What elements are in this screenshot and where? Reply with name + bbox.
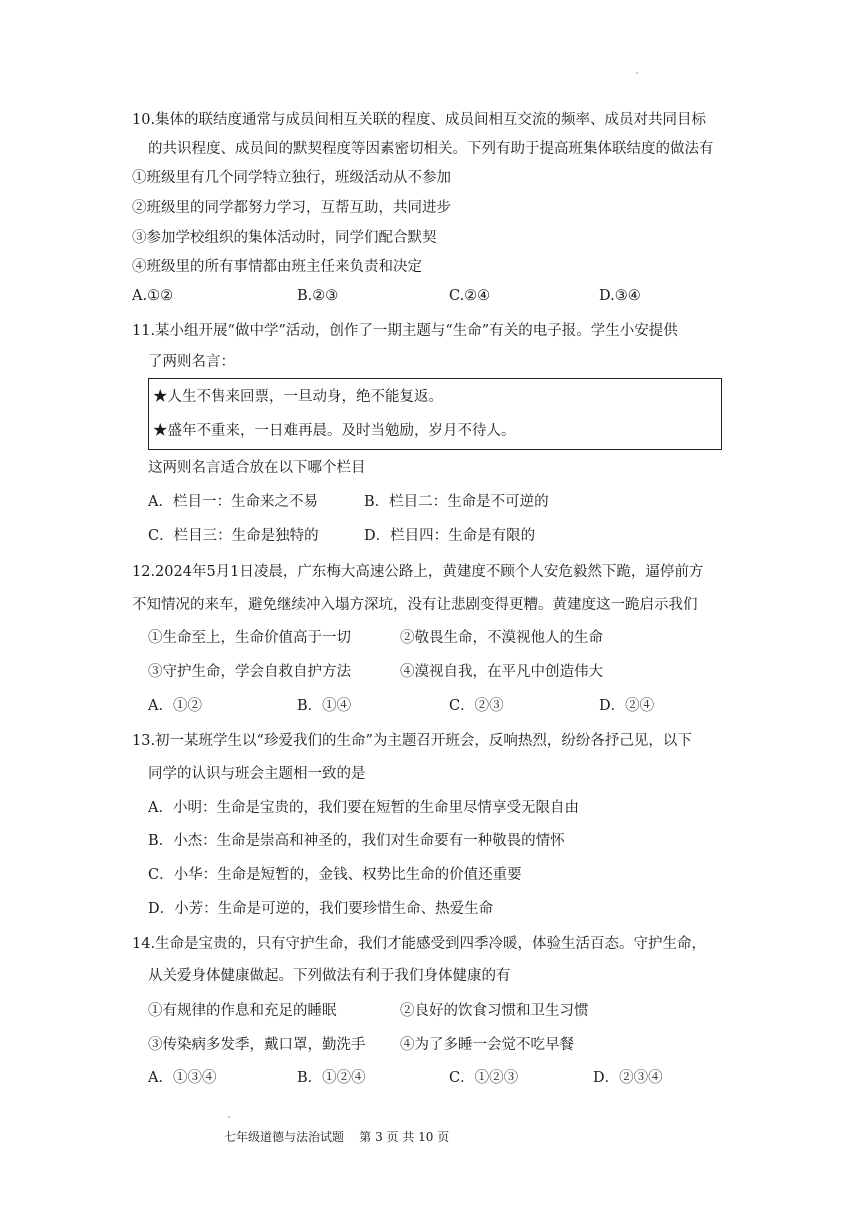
q10-item-2: ②班级里的同学都努力学习，互帮互助，共同进步 <box>132 200 451 216</box>
footer-page-number: 第 3 页 共 10 页 <box>359 1130 450 1144</box>
q12-stem-line1: 12.2024年5月1日凌晨，广东梅大高速公路上，黄建度不顾个人安危毅然下跪，逼停前方 <box>132 564 704 580</box>
quote-box <box>148 378 722 450</box>
q14-option-c: C．①②③ <box>449 1070 519 1086</box>
q12-item-4: ④漠视自我，在平凡中创造伟大 <box>400 664 603 680</box>
q10-stem-line2: 的共识程度、成员间的默契程度等因素密切相关。下列有助于提高班集体联结度的做法有 <box>148 141 714 157</box>
q14-option-a: A．①③④ <box>148 1070 217 1086</box>
footer-subject: 七年级道德与法治试题 <box>224 1130 345 1144</box>
q11-stem-line2: 了两则名言： <box>148 354 235 370</box>
q10-option-b: B.②③ <box>297 288 339 304</box>
q14-option-d: D．②③④ <box>593 1070 663 1086</box>
q11-option-c: C．栏目三：生命是独特的 <box>148 528 319 544</box>
q12-option-b: B．①④ <box>297 698 352 714</box>
q11-question: 这两则名言适合放在以下哪个栏目 <box>148 460 366 476</box>
q14-option-b: B．①②④ <box>297 1070 366 1086</box>
q12-stem-line2: 不知情况的来车，避免继续冲入塌方深坑，没有让悲剧变得更糟。黄建度这一跪启示我们 <box>132 597 698 613</box>
q13-option-d: D．小芳：生命是可逆的，我们要珍惜生命、热爱生命 <box>148 901 494 917</box>
q11-option-d: D．栏目四：生命是有限的 <box>364 528 536 544</box>
q12-option-d: D．②④ <box>599 698 655 714</box>
scan-dot <box>228 1116 230 1118</box>
q12-item-1: ①生命至上，生命价值高于一切 <box>148 630 351 646</box>
q14-item-1: ①有规律的作息和充足的睡眠 <box>148 1003 337 1019</box>
page-footer <box>224 1129 449 1145</box>
q12-item-3: ③守护生命，学会自救自护方法 <box>148 664 351 680</box>
q13-option-c: C．小华：生命是短暂的，金钱、权势比生命的价值还重要 <box>148 867 522 883</box>
q14-stem-line1: 14.生命是宝贵的，只有守护生命，我们才能感受到四季冷暖，体验生活百态。守护生命， <box>132 936 707 952</box>
q10-option-d: D.③④ <box>599 288 641 304</box>
quote-1: ★人生不售来回票，一旦动身，绝不能复返。 <box>153 389 443 405</box>
q13-option-a: A．小明：生命是宝贵的，我们要在短暂的生命里尽情享受无限自由 <box>148 800 579 816</box>
q12-item-2: ②敬畏生命，不漠视他人的生命 <box>400 630 603 646</box>
quote-2: ★盛年不重来，一日难再晨。及时当勉励，岁月不待人。 <box>153 423 516 439</box>
q12-option-c: C．②③ <box>449 698 504 714</box>
q14-item-2: ②良好的饮食习惯和卫生习惯 <box>400 1003 589 1019</box>
q13-stem-line1: 13.初一某班学生以“珍爱我们的生命”为主题召开班会，反响热烈，纷纷各抒己见，以下 <box>132 733 692 749</box>
q10-option-c: C.②④ <box>449 288 491 304</box>
q14-item-4: ④为了多睡一会觉不吃早餐 <box>400 1037 574 1053</box>
q10-item-3: ③参加学校组织的集体活动时，同学们配合默契 <box>132 230 437 246</box>
q10-stem-line1: 10.集体的联结度通常与成员间相互关联的程度、成员间相互交流的频率、成员对共同目标 <box>132 112 707 128</box>
q13-stem-line2: 同学的认识与班会主题相一致的是 <box>148 766 366 782</box>
q14-item-3: ③传染病多发季，戴口罩，勤洗手 <box>148 1037 366 1053</box>
q10-option-a: A.①② <box>132 288 174 304</box>
q11-option-b: B．栏目二：生命是不可逆的 <box>364 494 549 510</box>
q12-option-a: A．①② <box>148 698 202 714</box>
q14-stem-line2: 从关爱身体健康做起。下列做法有利于我们身体健康的有 <box>148 968 511 984</box>
q11-stem-line1: 11.某小组开展“做中学”活动，创作了一期主题与“生命”有关的电子报。学生小安提供 <box>132 323 678 339</box>
q10-item-4: ④班级里的所有事情都由班主任来负责和决定 <box>132 259 422 275</box>
scan-dot <box>636 72 638 74</box>
q11-option-a: A．栏目一：生命来之不易 <box>148 494 318 510</box>
q10-item-1: ①班级里有几个同学特立独行，班级活动从不参加 <box>132 170 451 186</box>
q13-option-b: B．小杰：生命是崇高和神圣的，我们对生命要有一种敬畏的情怀 <box>148 833 565 849</box>
